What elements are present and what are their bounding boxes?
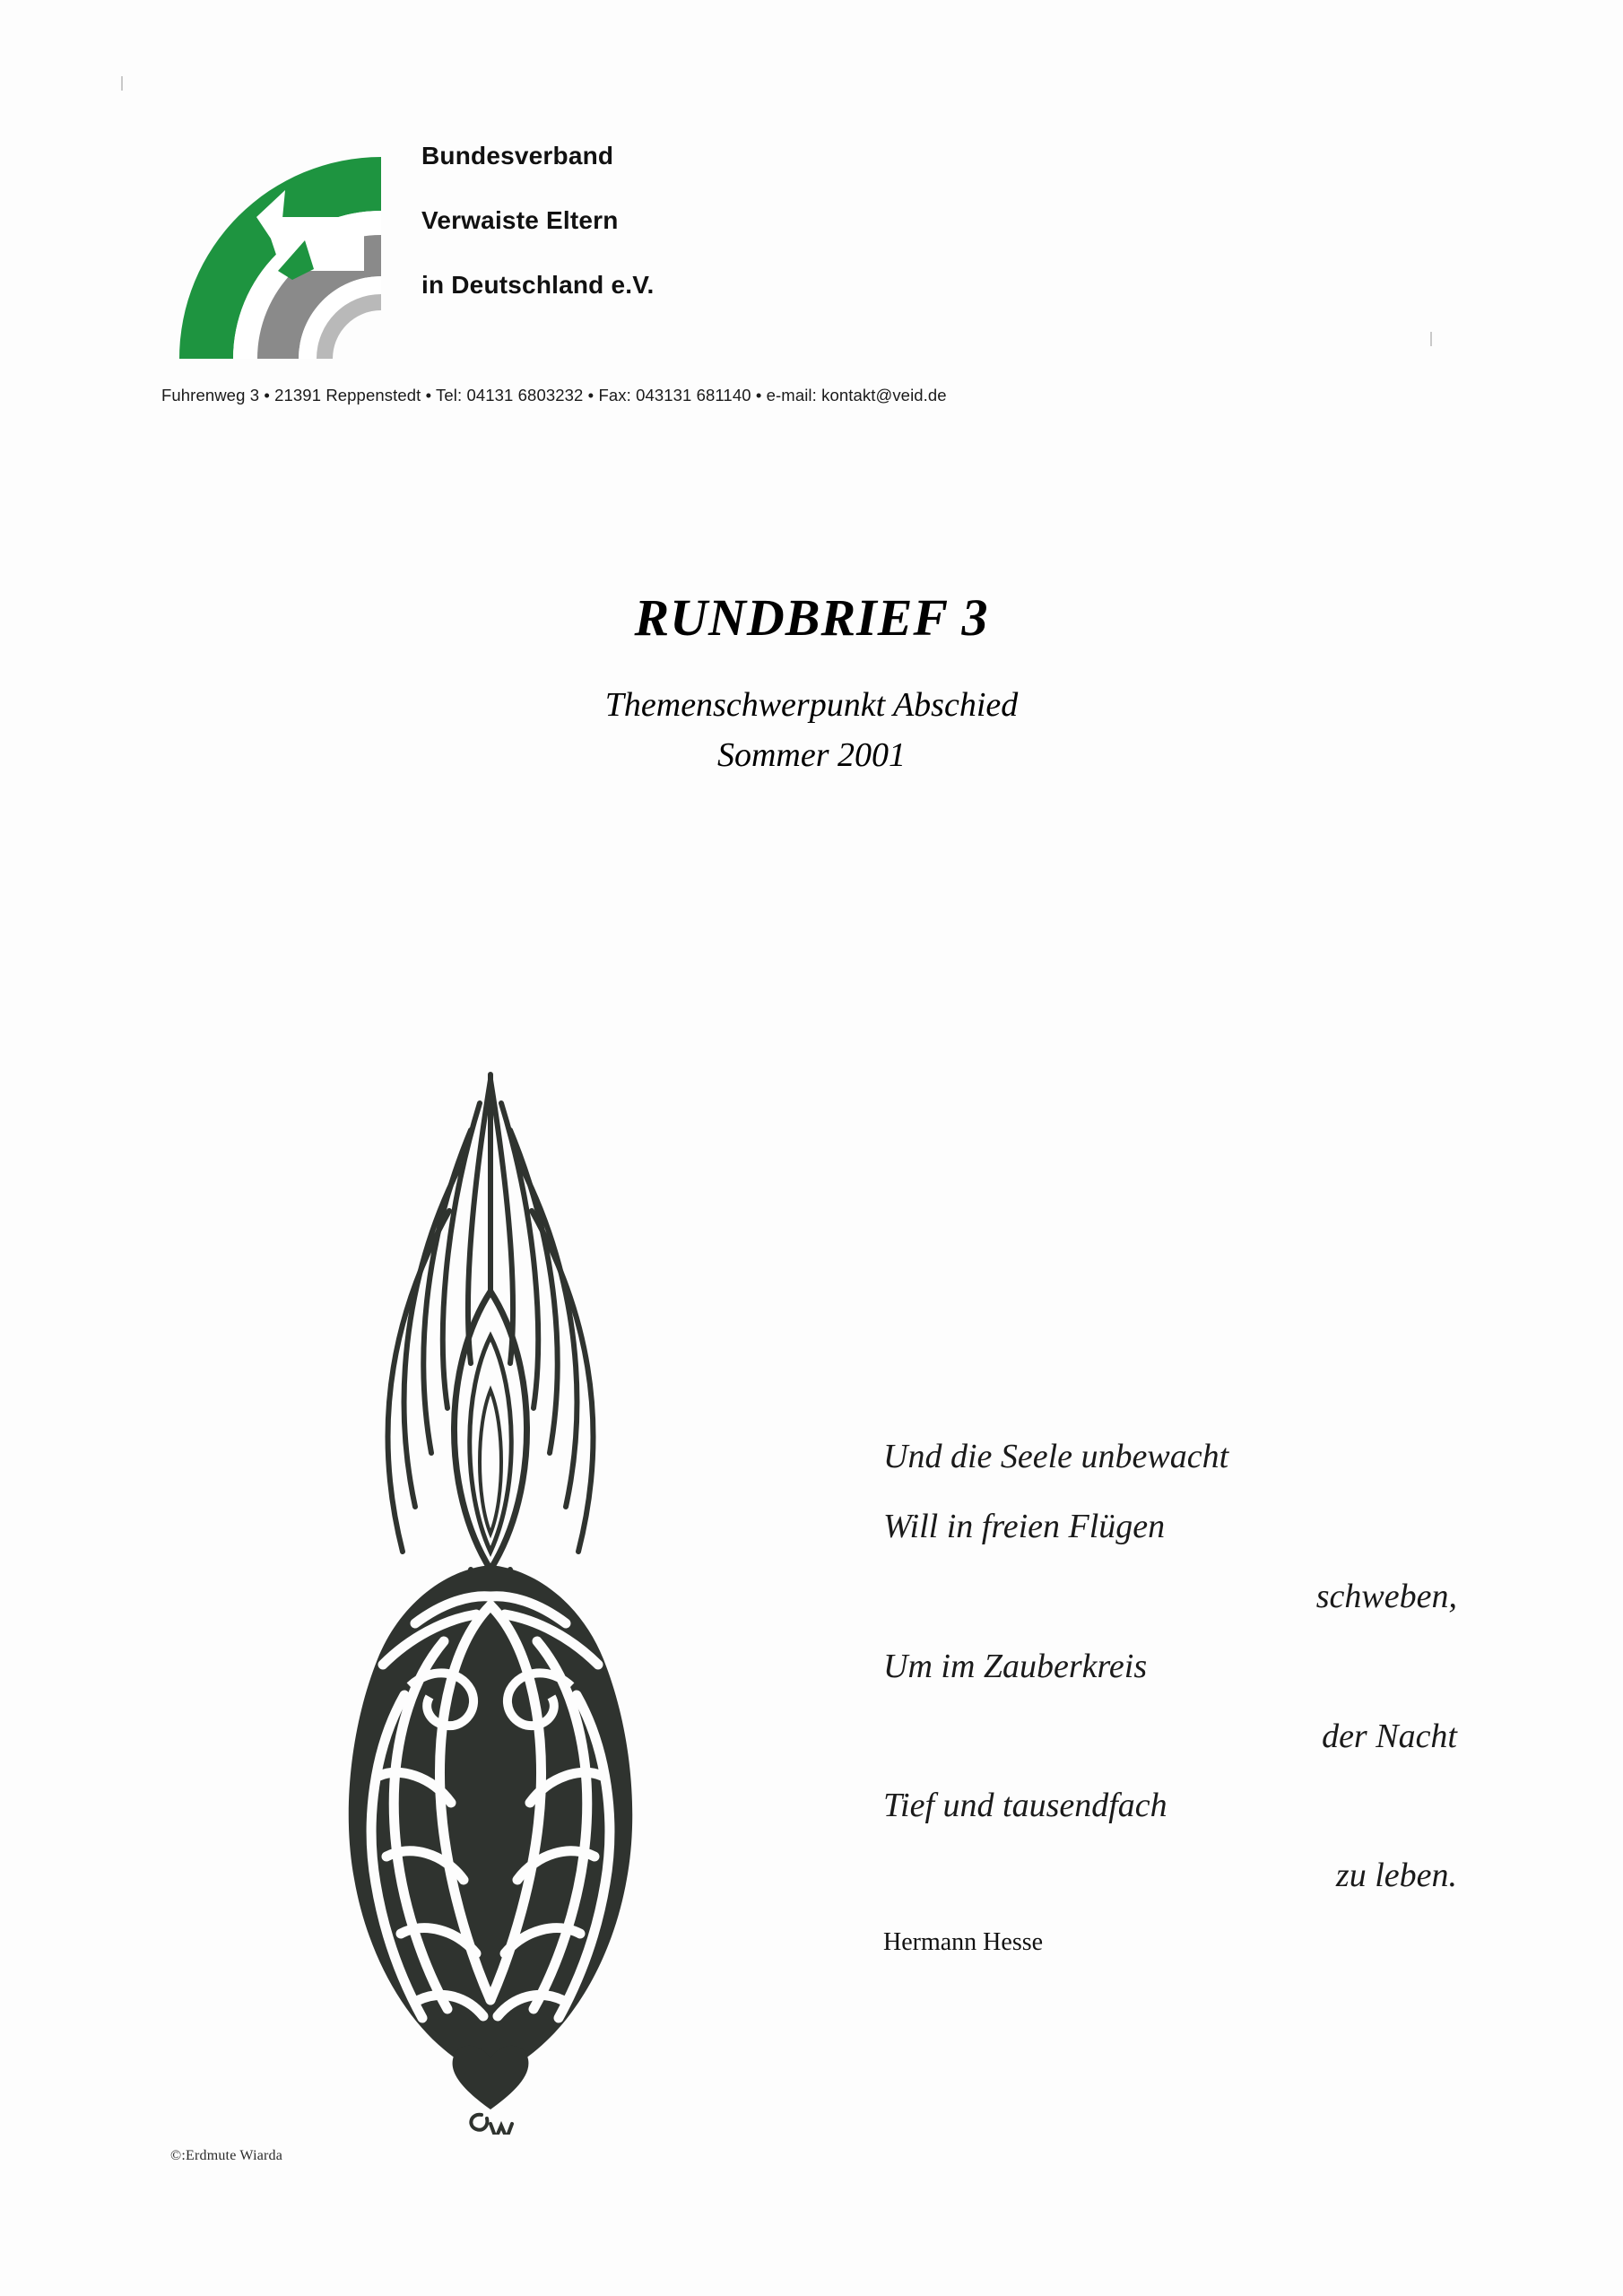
crop-mark-right	[1430, 332, 1432, 346]
poem-block	[883, 1439, 1457, 1957]
title-block	[0, 587, 1623, 775]
org-line-2: Verwaiste Eltern	[421, 206, 619, 234]
veid-arc-logo	[170, 135, 430, 359]
crop-mark-left	[121, 76, 123, 91]
poem-line-7: zu leben.	[1335, 1857, 1457, 1895]
poem-line-2: Will in freien Flügen	[883, 1507, 1166, 1545]
artwork-credit: ©:Erdmute Wiarda	[170, 2148, 283, 2163]
poem-attribution: Hermann Hesse	[883, 1928, 1044, 1957]
subtitle-topic: Themenschwerpunkt Abschied	[604, 686, 1019, 724]
letterhead	[161, 126, 1453, 439]
org-line-1: Bundesverband	[421, 142, 614, 170]
contact-info: Fuhrenweg 3 • 21391 Reppenstedt • Tel: 04131 6803232 • Fax: 043131 681140 • e-mail: kontakt@veid.de	[161, 386, 947, 404]
poem-line-5: der Nacht	[1322, 1717, 1457, 1755]
subtitle-issue-date: Sommer 2001	[716, 736, 907, 774]
poem-line-6: Tief und tausendfach	[883, 1787, 1167, 1825]
org-line-3: in Deutschland e.V.	[421, 271, 655, 299]
poem-line-3: schweben,	[1315, 1577, 1457, 1615]
organization-name	[421, 144, 1049, 337]
page-title: RUNDBRIEF 3	[634, 588, 989, 647]
poem-line-1: Und die Seele unbewacht	[883, 1438, 1229, 1475]
papercut-flower-illustration	[175, 1067, 803, 2135]
poem-line-4: Um im Zauberkreis	[883, 1647, 1148, 1685]
